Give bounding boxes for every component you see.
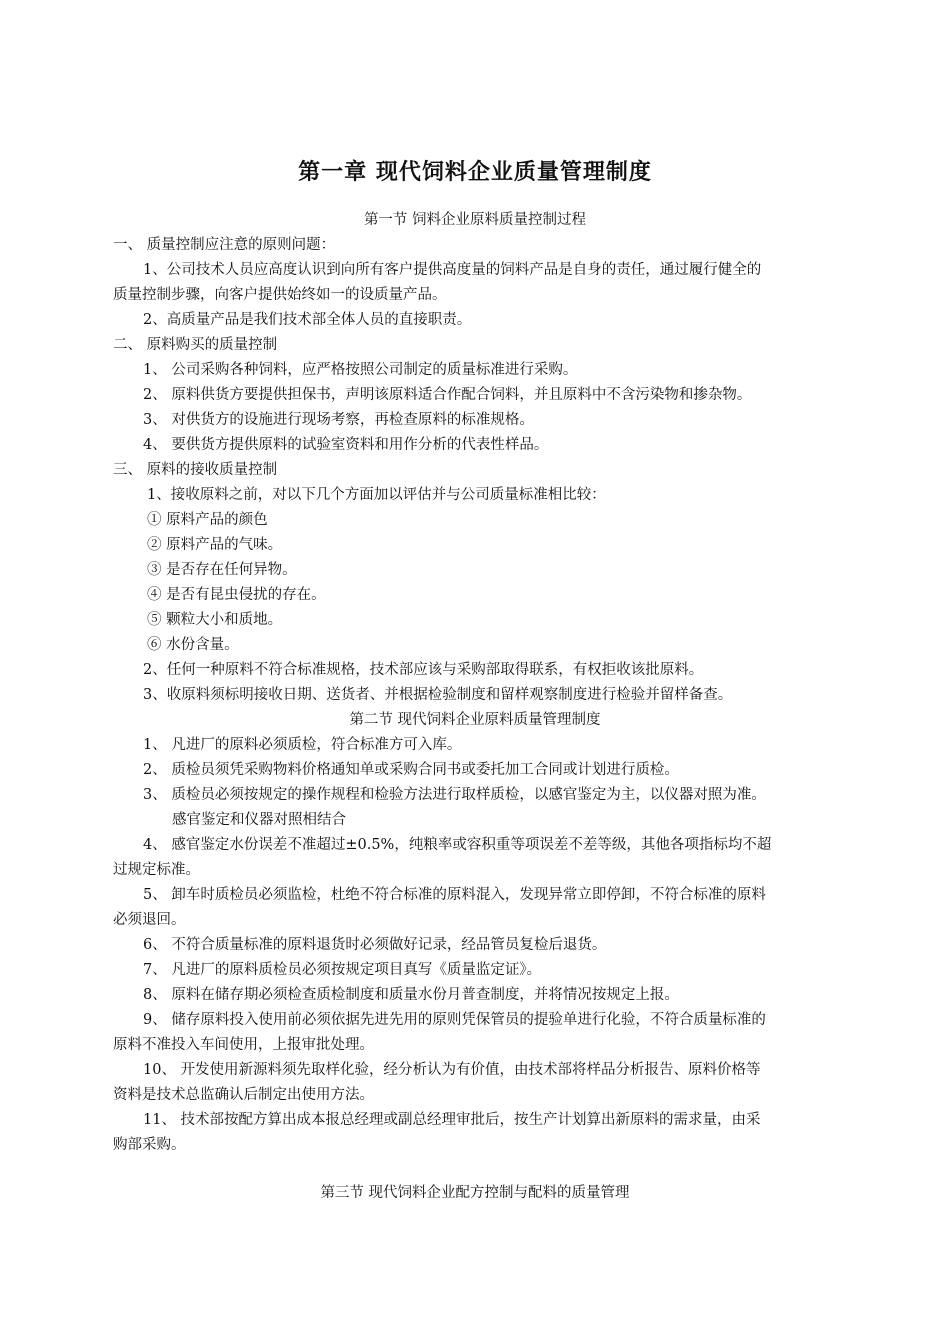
list-item: 6、 不符合质量标准的原料退货时必须做好记录，经品管员复检后退货。 <box>143 937 607 953</box>
chapter-title: 第一章 现代饲料企业质量管理制度 <box>298 160 652 185</box>
part-3-heading: 三、 原料的接收质量控制 <box>113 462 278 478</box>
list-item-continuation: 必须退回。 <box>113 912 186 928</box>
part-2-heading: 二、 原料购买的质量控制 <box>113 337 278 353</box>
list-item: 1、 公司采购各种饲料，应严格按照公司制定的质量标准进行采购。 <box>143 362 578 378</box>
sub-list-item: ④ 是否有昆虫侵扰的存在。 <box>147 587 326 603</box>
list-item: 5、 卸车时质检员必须监检，杜绝不符合标准的原料混入，发现异常立即停卸，不符合标准的原料 <box>143 887 766 903</box>
list-item: 4、 要供货方提供原料的试验室资料和用作分析的代表性样品。 <box>143 437 549 453</box>
list-item: 3、 质检员必须按规定的操作规程和检验方法进行取样质检，以感官鉴定为主，以仪器对照为准。 <box>143 787 766 803</box>
list-item: 2、任何一种原料不符合标准规格，技术部应该与采购部取得联系，有权拒收该批原料。 <box>143 662 704 678</box>
paragraph-line: 质量控制步骤，向客户提供始终如一的设质量产品。 <box>113 287 447 303</box>
list-item: 2、 质检员须凭采购物料价格通知单或采购合同书或委托加工合同或计划进行质检。 <box>143 762 679 778</box>
paragraph-line: 2、高质量产品是我们技术部全体人员的直接职责。 <box>143 312 472 328</box>
list-item-continuation: 感官鉴定和仪器对照相结合 <box>172 812 346 828</box>
part-1-heading: 一、 质量控制应注意的原则问题： <box>113 237 336 253</box>
section-3-heading: 第三节 现代饲料企业配方控制与配料的质量管理 <box>320 1185 630 1201</box>
section-2-heading: 第二节 现代饲料企业原料质量管理制度 <box>349 712 601 728</box>
list-item: 3、 对供货方的设施进行现场考察，再检查原料的标准规格。 <box>143 412 534 428</box>
section-1-heading: 第一节 饲料企业原料质量控制过程 <box>363 212 587 228</box>
sub-list-item: ⑤ 颗粒大小和质地。 <box>147 612 283 628</box>
sub-list-item: ② 原料产品的气味。 <box>147 537 283 553</box>
list-item: 3、收原料须标明接收日期、送货者、并根据检验制度和留样观察制度进行检验并留样备查。 <box>143 687 733 703</box>
sub-list-item: ③ 是否存在任何异物。 <box>147 562 297 578</box>
list-item: 1、 凡进厂的原料必须质检，符合标准方可入库。 <box>143 737 462 753</box>
list-item: 11、 技术部按配方算出成本报总经理或副总经理审批后，按生产计划算出新原料的需求量，由采 <box>143 1112 761 1128</box>
list-item-continuation: 资料是技术总监确认后制定出使用方法。 <box>113 1087 374 1103</box>
sub-list-item: ⑥ 水份含量。 <box>147 637 239 653</box>
list-item-continuation: 购部采购。 <box>113 1137 186 1153</box>
list-item: 1、接收原料之前，对以下几个方面加以评估并与公司质量标准相比较： <box>147 487 606 503</box>
list-item: 7、 凡进厂的原料质检员必须按规定项目真写《质量监定证》。 <box>143 962 542 978</box>
paragraph-line: 1、公司技术人员应高度认识到向所有客户提供高度量的饲料产品是自身的责任，通过履行健全的 <box>143 262 762 278</box>
sub-list-item: ① 原料产品的颜色 <box>147 512 268 528</box>
list-item-continuation: 原料不准投入车间使用，上报审批处理。 <box>113 1037 374 1053</box>
list-item-continuation: 过规定标准。 <box>113 862 200 878</box>
list-item: 9、 储存原料投入使用前必须依据先进先用的原则凭保管员的提验单进行化验，不符合质量标准的 <box>143 1012 766 1028</box>
list-item: 8、 原料在储存期必须检查质检制度和质量水份月普查制度，并将情况按规定上报。 <box>143 987 679 1003</box>
list-item: 4、 感官鉴定水份误差不准超过±0.5%，纯粮率或容积重等项误差不差等级，其他各项指标均不超 <box>143 837 772 853</box>
list-item: 2、 原料供货方要提供担保书，声明该原料适合作配合饲料，并且原料中不含污染物和掺杂物。 <box>143 387 752 403</box>
list-item: 10、 开发使用新源料须先取样化验，经分析认为有价值，由技术部将样品分析报告、原料价格等 <box>143 1062 761 1078</box>
